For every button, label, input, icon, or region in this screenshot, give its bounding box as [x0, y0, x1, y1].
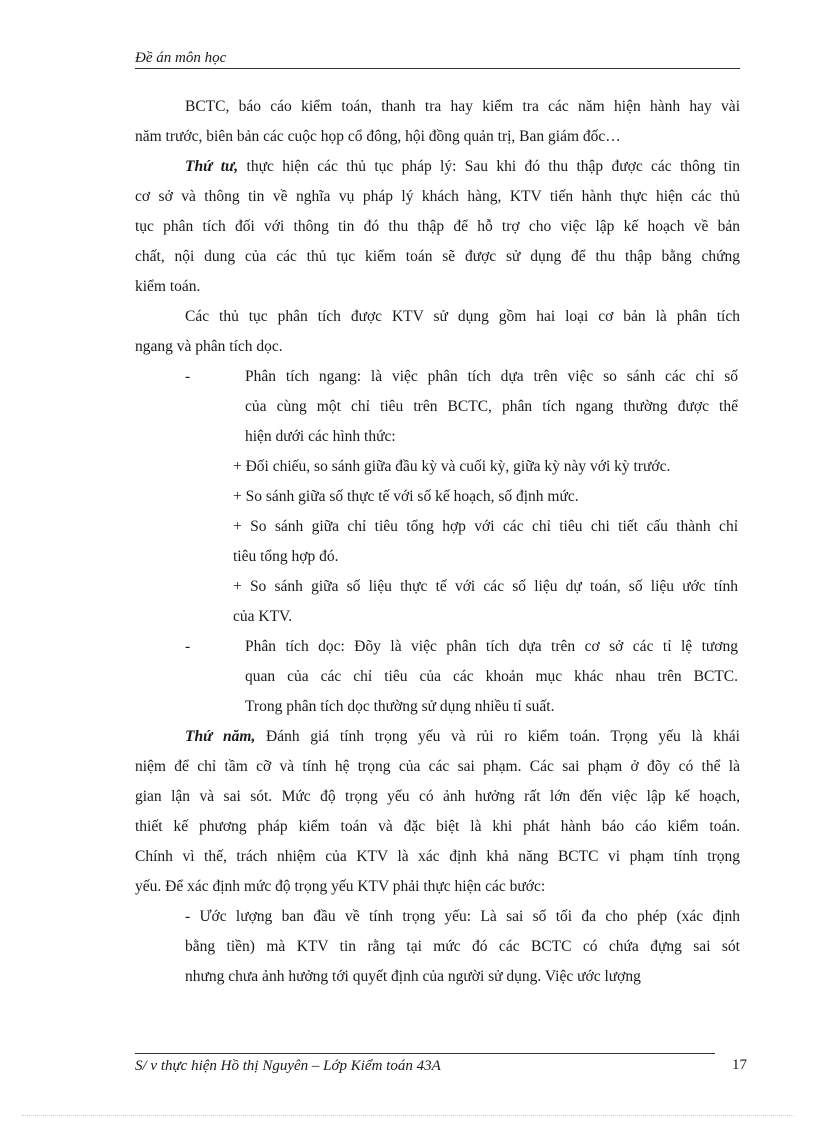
page-number: 17: [732, 1057, 747, 1073]
plus-item: của KTV.: [233, 608, 293, 625]
plus-item: + So sánh giữa chỉ tiêu tổng hợp với các chỉ tiêu chi tiết cấu thành chỉ: [233, 518, 738, 535]
body-line: Trong phân tích dọc thường sử dụng nhiều tỉ suất.: [245, 698, 555, 715]
bullet-dash: -: [185, 368, 191, 385]
plus-item: + Đối chiếu, so sánh giữa đầu kỳ và cuối kỳ, giữa kỳ này với kỳ trước.: [233, 458, 671, 475]
body-line: hiện dưới các hình thức:: [245, 428, 396, 445]
body-line: quan của các chỉ tiêu của các khoản mục khác nhau trên BCTC.: [245, 668, 738, 685]
body-line: chất, nội dung của các thủ tục kiểm toán sẽ được sử dụng để thu thập bằng chứng: [135, 248, 740, 265]
plus-item: tiêu tổng hợp đó.: [233, 548, 339, 565]
body-line: gian lận và sai sót. Mức độ trọng yếu có ảnh hưởng rất lớn đến việc lập kế hoạch,: [135, 788, 740, 805]
body-line: - Ước lượng ban đầu về tính trọng yếu: Là sai số tối đa cho phép (xác định: [185, 908, 740, 925]
body-line: năm trước, biên bản các cuộc họp cổ đông, hội đồng quản trị, Ban giám đốc…: [135, 128, 621, 145]
footer-author: S/ v thực hiện Hồ thị Nguyên – Lớp Kiểm toán 43A: [135, 1058, 441, 1074]
body-line: ngang và phân tích dọc.: [135, 338, 283, 355]
body-line: yếu. Để xác định mức độ trọng yếu KTV phải thực hiện các bước:: [135, 878, 546, 895]
body-line: Phân tích ngang: là việc phân tích dựa trên việc so sánh các chỉ số: [245, 368, 738, 385]
body-line: BCTC, báo cáo kiểm toán, thanh tra hay kiểm tra các năm hiện hành hay vài: [185, 98, 740, 115]
body-line: của cùng một chỉ tiêu trên BCTC, phân tích ngang thường được thể: [245, 398, 738, 415]
body-line: niệm để chỉ tầm cỡ và tính hệ trọng của các sai phạm. Các sai phạm ở đõy có thể là: [135, 758, 740, 775]
body-line: Chính vì thế, trách nhiệm của KTV là xác định khả năng BCTC vi phạm tính trọng: [135, 848, 740, 865]
body-line: Phân tích dọc: Đõy là việc phân tích dựa trên cơ sở các tỉ lệ tương: [245, 638, 738, 655]
body-text: Đánh giá tính trọng yếu và rủi ro kiểm toán. Trọng yếu là khái: [255, 728, 740, 745]
bullet-dash: -: [185, 638, 191, 655]
document-header: Đề án môn học: [135, 50, 227, 66]
body-line: Các thủ tục phân tích được KTV sử dụng gồm hai loại cơ bản là phân tích: [185, 308, 740, 325]
paragraph-thu-nam: [185, 722, 740, 752]
body-line: kiểm toán.: [135, 278, 201, 295]
lead-thu-tu: Thứ tư,: [185, 158, 239, 175]
lead-thu-nam: Thứ năm,: [185, 728, 256, 745]
body-line: tục phân tích đối với thông tin đó thu thập để hỗ trợ cho việc lập kế hoạch về bản: [135, 218, 740, 235]
plus-item: + So sánh giữa số thực tế với số kế hoạch, số định mức.: [233, 488, 579, 505]
page-edge-divider: [22, 1115, 794, 1116]
body-line: nhưng chưa ảnh hưởng tới quyết định của người sử dụng. Việc ước lượng: [185, 968, 641, 985]
footer-rule: [135, 1053, 715, 1054]
paragraph-thu-tu: [185, 152, 740, 182]
header-rule: [135, 68, 740, 69]
body-line: thiết kế phương pháp kiểm toán và đặc biệt là khi phát hành báo cáo kiểm toán.: [135, 818, 740, 835]
body-text: thực hiện các thủ tục pháp lý: Sau khi đó thu thập được các thông tin: [238, 158, 740, 175]
body-line: cơ sở và thông tin về nghĩa vụ pháp lý khách hàng, KTV tiến hành thực hiện các thủ: [135, 188, 740, 205]
plus-item: + So sánh giữa số liệu thực tế với các số liệu dự toán, số liệu ước tính: [233, 578, 738, 595]
body-line: bằng tiền) mà KTV tin rằng tại mức đó các BCTC có chứa đựng sai sót: [185, 938, 740, 955]
